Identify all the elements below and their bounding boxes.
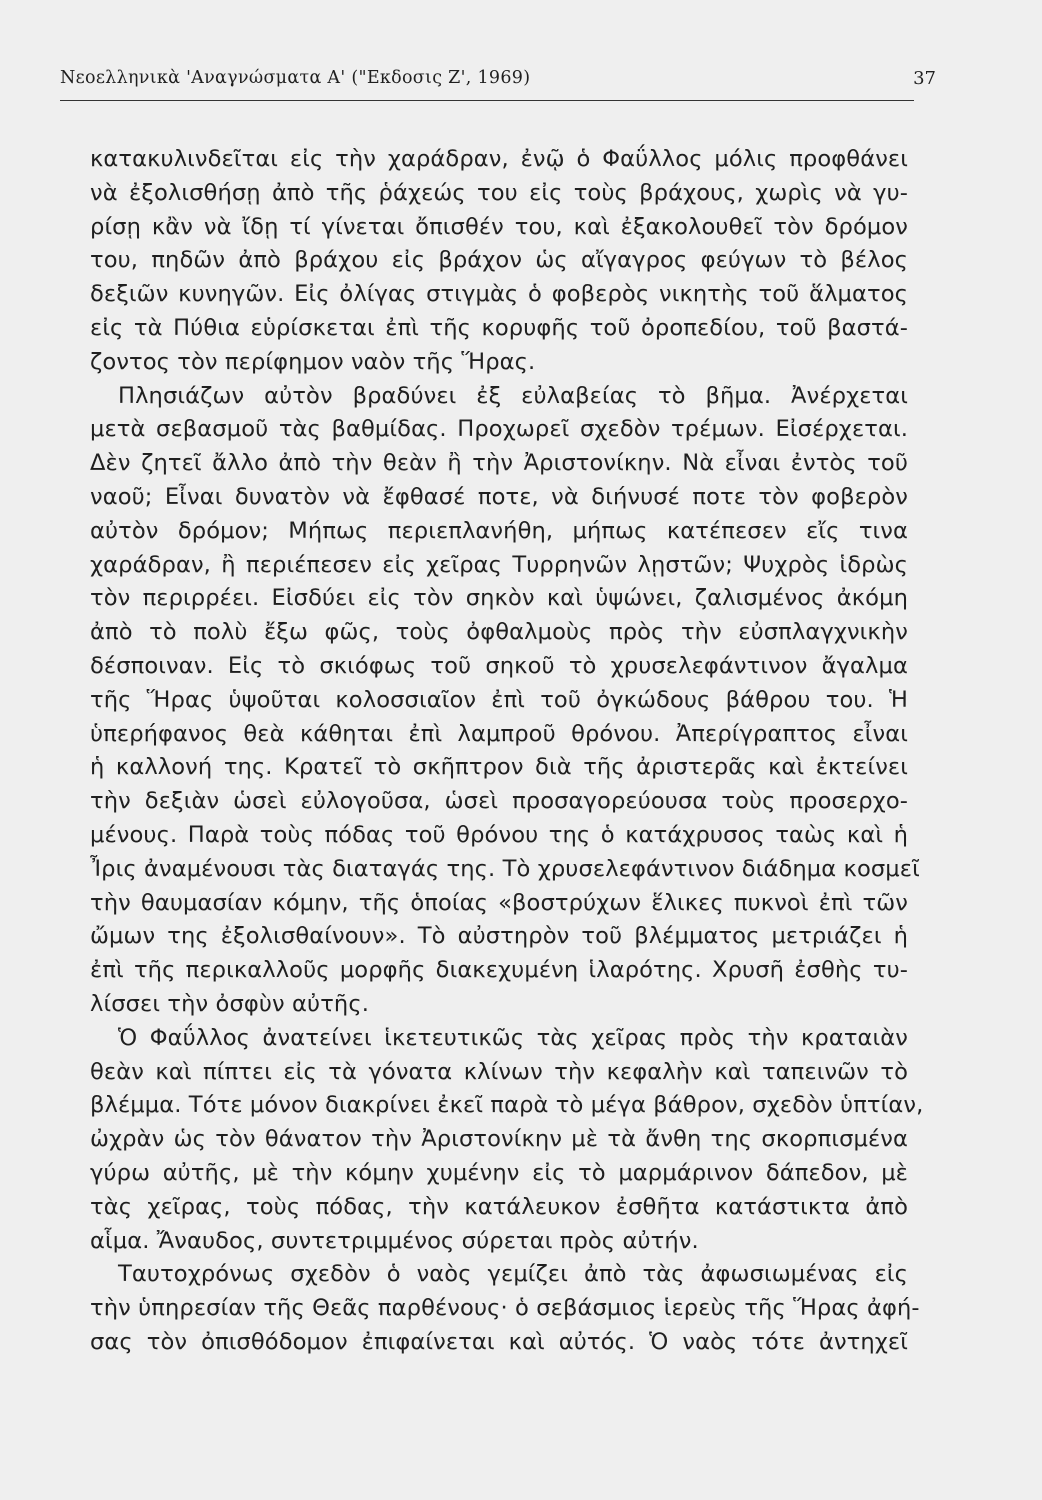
running-header — [60, 66, 936, 101]
text-line: τὴν θαυμασίαν κόμην, τῆς ὁποίας «βοστρύχων ἕλικες πυκνοὶ ἐπὶ τῶν — [90, 889, 908, 916]
text-line: Ταυτοχρόνως σχεδὸν ὁ ναὸς γεμίζει ἀπὸ τὰς ἀφωσιωμένας εἰς — [118, 1261, 908, 1288]
text-line: λίσσει τὴν ὀσφὺν αὐτῆς. — [90, 990, 369, 1017]
text-line: δεξιῶν κυνηγῶν. Εἰς ὀλίγας στιγμὰς ὁ φοβερὸς νικητὴς τοῦ ἅλματος — [90, 281, 908, 308]
text-line: βλέμμα. Τότε μόνον διακρίνει ἐκεῖ παρὰ τὸ μέγα βάθρον, σχεδὸν ὑπτίαν, — [90, 1092, 924, 1119]
text-line: αὐτὸν δρόμον; Μήπως περιεπλανήθη, μήπως κατέπεσεν εἴς τινα — [90, 517, 908, 544]
text-line: τὸν περιρρέει. Εἰσδύει εἰς τὸν σηκὸν καὶ ὑψώνει, ζαλισμένος ἀκόμη — [90, 585, 908, 612]
text-line: γύρω αὐτῆς, μὲ τὴν κόμην χυμένην εἰς τὸ μαρμάρινον δάπεδον, μὲ — [90, 1159, 908, 1186]
text-line: του, πηδῶν ἀπὸ βράχου εἰς βράχον ὡς αἴγαγρος φεύγων τὸ βέλος — [90, 247, 908, 274]
text-line: ἀπὸ τὸ πολὺ ἔξω φῶς, τοὺς ὀφθαλμοὺς πρὸς τὴν εὐσπλαγχνικὴν — [90, 619, 908, 646]
text-line: ὠχρὰν ὡς τὸν θάνατον τὴν Ἀριστονίκην μὲ τὰ ἄνθη της σκορπισμένα — [90, 1126, 908, 1153]
text-line: τῆς Ἥρας ὑψοῦται κολοσσιαῖον ἐπὶ τοῦ ὀγκώδους βάθρου του. Ἡ — [90, 686, 908, 713]
page-number: 37 — [913, 68, 936, 89]
text-line: Δὲν ζητεῖ ἄλλο ἀπὸ τὴν θεὰν ἢ τὴν Ἀριστονίκην. Νὰ εἶναι ἐντὸς τοῦ — [90, 450, 908, 477]
text-line: ζοντος τὸν περίφημον ναὸν τῆς Ἥρας. — [90, 348, 536, 375]
text-line: εἰς τὰ Πύθια εὑρίσκεται ἐπὶ τῆς κορυφῆς τοῦ ὀροπεδίου, τοῦ βαστά- — [90, 314, 908, 341]
text-line: αἷμα. Ἄναυδος, συντετριμμένος σύρεται πρὸς αὐτήν. — [90, 1227, 699, 1254]
text-line: ἡ καλλονή της. Κρατεῖ τὸ σκῆπτρον διὰ τῆς ἀριστερᾶς καὶ ἐκτείνει — [90, 754, 908, 781]
text-line: νὰ ἐξολισθήσῃ ἀπὸ τῆς ῥάχεώς του εἰς τοὺς βράχους, χωρὶς νὰ γυ- — [90, 179, 908, 206]
text-line: τὴν δεξιὰν ὡσεὶ εὐλογοῦσα, ὡσεὶ προσαγορεύουσα τοὺς προσερχο- — [90, 788, 908, 815]
text-line: μετὰ σεβασμοῦ τὰς βαθμίδας. Προχωρεῖ σχεδὸν τρέμων. Εἰσέρχεται. — [90, 416, 908, 443]
text-line: ὤμων της ἐξολισθαίνουν». Τὸ αὐστηρὸν τοῦ βλέμματος μετριάζει ἡ — [90, 923, 908, 950]
text-line: κατακυλινδεῖται εἰς τὴν χαράδραν, ἐνῷ ὁ Φαΰλλος μόλις προφθάνει — [90, 146, 908, 172]
text-line: μένους. Παρὰ τοὺς πόδας τοῦ θρόνου της ὁ κατάχρυσος ταὼς καὶ ἡ — [90, 821, 908, 848]
body-text — [90, 143, 924, 1360]
text-line: ναοῦ; Εἶναι δυνατὸν νὰ ἔφθασέ ποτε, νὰ διήνυσέ ποτε τὸν φοβερὸν — [90, 483, 908, 510]
text-line: σας τὸν ὀπισθόδομον ἐπιφαίνεται καὶ αὐτός. Ὁ ναὸς τότε ἀντηχεῖ — [90, 1328, 908, 1355]
text-line: τὰς χεῖρας, τοὺς πόδας, τὴν κατάλευκον ἐσθῆτα κατάστικτα ἀπὸ — [90, 1193, 908, 1220]
header-title: Νεοελληνικὰ 'Αναγνώσματα Α' ("Εκδοσις Ζ', 1969) — [60, 68, 531, 88]
text-line: χαράδραν, ἢ περιέπεσεν εἰς χεῖρας Τυρρηνῶν λῃστῶν; Ψυχρὸς ἱδρὼς — [90, 551, 908, 578]
text-line: Ἶρις ἀναμένουσι τὰς διαταγάς της. Τὸ χρυσελεφάντινον διάδημα κοσμεῖ — [90, 855, 920, 882]
text-line: Πλησιάζων αὐτὸν βραδύνει ἐξ εὐλαβείας τὸ βῆμα. Ἀνέρχεται — [118, 382, 908, 409]
text-line: θεὰν καὶ πίπτει εἰς τὰ γόνατα κλίνων τὴν κεφαλὴν καὶ ταπεινῶν τὸ — [90, 1058, 908, 1085]
text-line: δέσποιναν. Εἰς τὸ σκιόφως τοῦ σηκοῦ τὸ χρυσελεφάντινον ἄγαλμα — [90, 652, 908, 679]
text-line: Ὁ Φαΰλλος ἀνατείνει ἱκετευτικῶς τὰς χεῖρας πρὸς τὴν κραταιὰν — [118, 1024, 908, 1051]
text-line: ἐπὶ τῆς περικαλλοῦς μορφῆς διακεχυμένη ἱλαρότης. Χρυσῆ ἐσθὴς τυ- — [90, 957, 908, 984]
text-line: ρίσῃ κἂν νὰ ἴδῃ τί γίνεται ὄπισθέν του, καὶ ἐξακολουθεῖ τὸν δρόμον — [90, 213, 908, 240]
text-line: ὑπερήφανος θεὰ κάθηται ἐπὶ λαμπροῦ θρόνου. Ἀπερίγραπτος εἶναι — [90, 720, 908, 747]
text-line: τὴν ὑπηρεσίαν τῆς Θεᾶς παρθένους· ὁ σεβάσμιος ἱερεὺς τῆς Ἥρας ἀφή- — [90, 1295, 920, 1322]
